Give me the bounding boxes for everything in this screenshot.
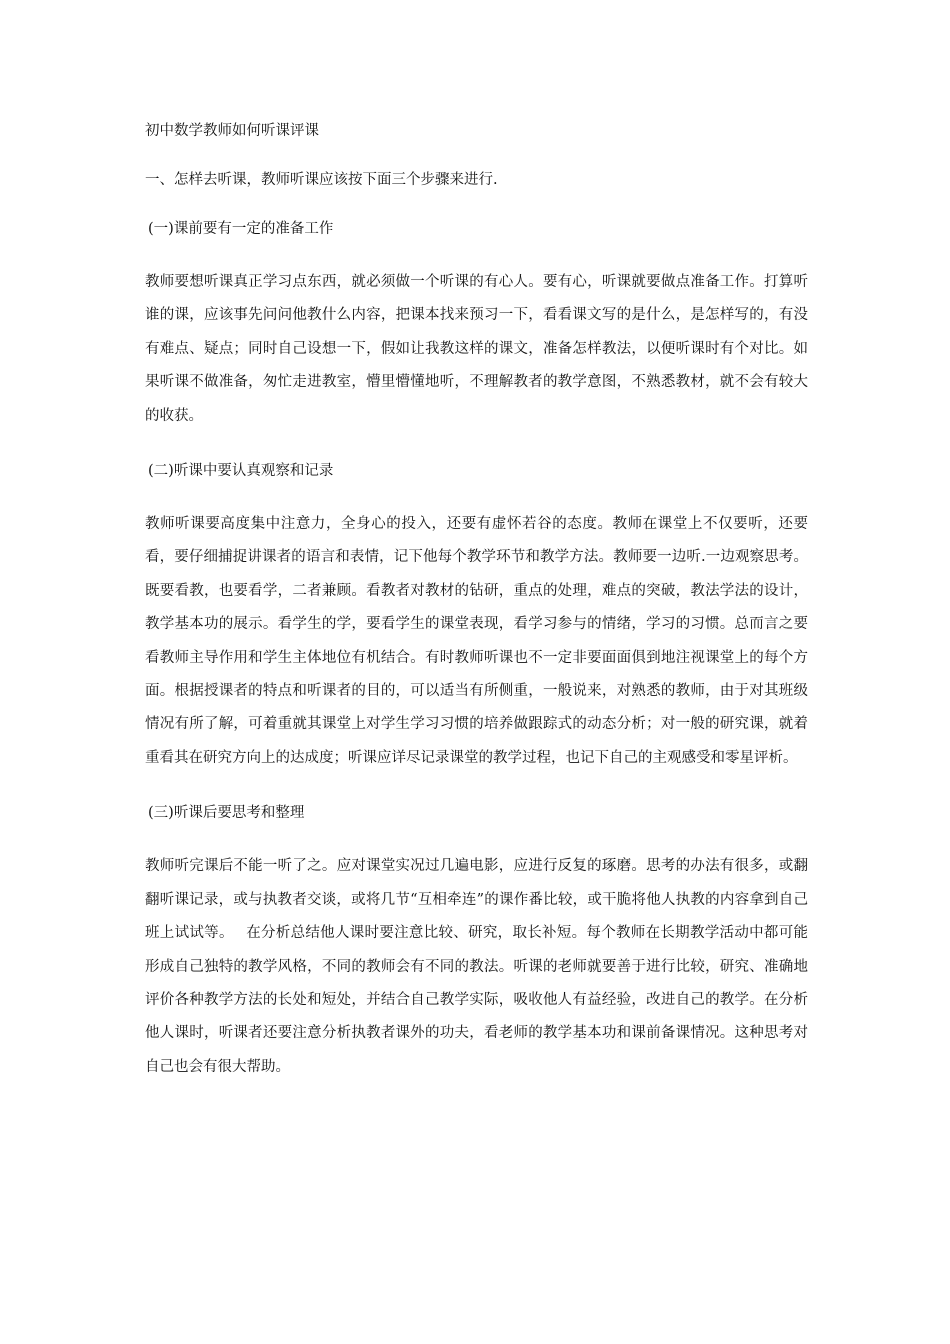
paragraph-3: 教师听完课后不能一听了之。应对课堂实况过几遍电影，应进行反复的琢磨。思考的办法有很多，或翻翻听课记录，或与执教者交谈，或将几节“互相牵连”的课作番比较，或干脆将他人执教的内容拿到自己班上试试等。 在分析总结他人课时要注意比较、研究，取长补短。每个教师在长期教学活动中都可能形成自己独特的教学风格，不同的教师会有不同的教法。听课的老师就要善于进行比较，研究、准确地评价各种教学方法的长处和短处，并结合自己教学实际，吸收他人有益经验，改进自己的教学。在分析他人课时，听课者还要注意分析执教者课外的功夫，看老师的教学基本功和课前备课情况。这种思考对自己也会有很大帮助。 [145,858,808,1075]
document-title: 初中数学教师如何听课评课 [145,123,319,139]
paragraph-2: 教师听课要高度集中注意力，全身心的投入，还要有虚怀若谷的态度。教师在课堂上不仅要听，还要看，要仔细捕捉讲课者的语言和表情，记下他每个教学环节和教学方法。教师要一边听.一边观察思考。既要看教，也要看学，二者兼顾。看教者对教材的钻研，重点的处理，难点的突破，教法学法的设计，教学基本功的展示。看学生的学，要看学生的课堂表现，看学习参与的情绪，学习的习惯。总而言之要看教师主导作用和学生主体地位有机结合。有时教师听课也不一定非要面面俱到地注视课堂上的每个方面。根据授课者的特点和听课者的目的，可以适当有所侧重，一般说来，对熟悉的教师，由于对其班级情况有所了解，可着重就其课堂上对学生学习习惯的培养做跟踪式的动态分析；对一般的研究课，就着重看其在研究方向上的达成度；听课应详尽记录课堂的教学过程，也记下自己的主观感受和零星评析。 [145,516,808,766]
document-page [145,120,808,1111]
subsection-heading-2: (二)听课中要认真观察和记录 [148,463,334,480]
section-heading-1: 一、怎样去听课，教师听课应该按下面三个步骤来进行. [145,172,498,188]
subsection-heading-3: (三)听课后要思考和整理 [148,805,305,822]
paragraph-1: 教师要想听课真正学习点东西，就必须做一个听课的有心人。要有心，听课就要做点准备工作。打算听谁的课，应该事先问问他教什么内容，把课本找来预习一下，看看课文写的是什么，是怎样写的，有没有难点、疑点；同时自己设想一下，假如让我教这样的课文，准备怎样教法，以便听课时有个对比。如果听课不做准备，匆忙走进教室，懵里懵懂地听，不理解教者的教学意图，不熟悉教材，就不会有较大的收获。 [145,274,808,424]
subsection-heading-1: (一)课前要有一定的准备工作 [148,221,334,237]
